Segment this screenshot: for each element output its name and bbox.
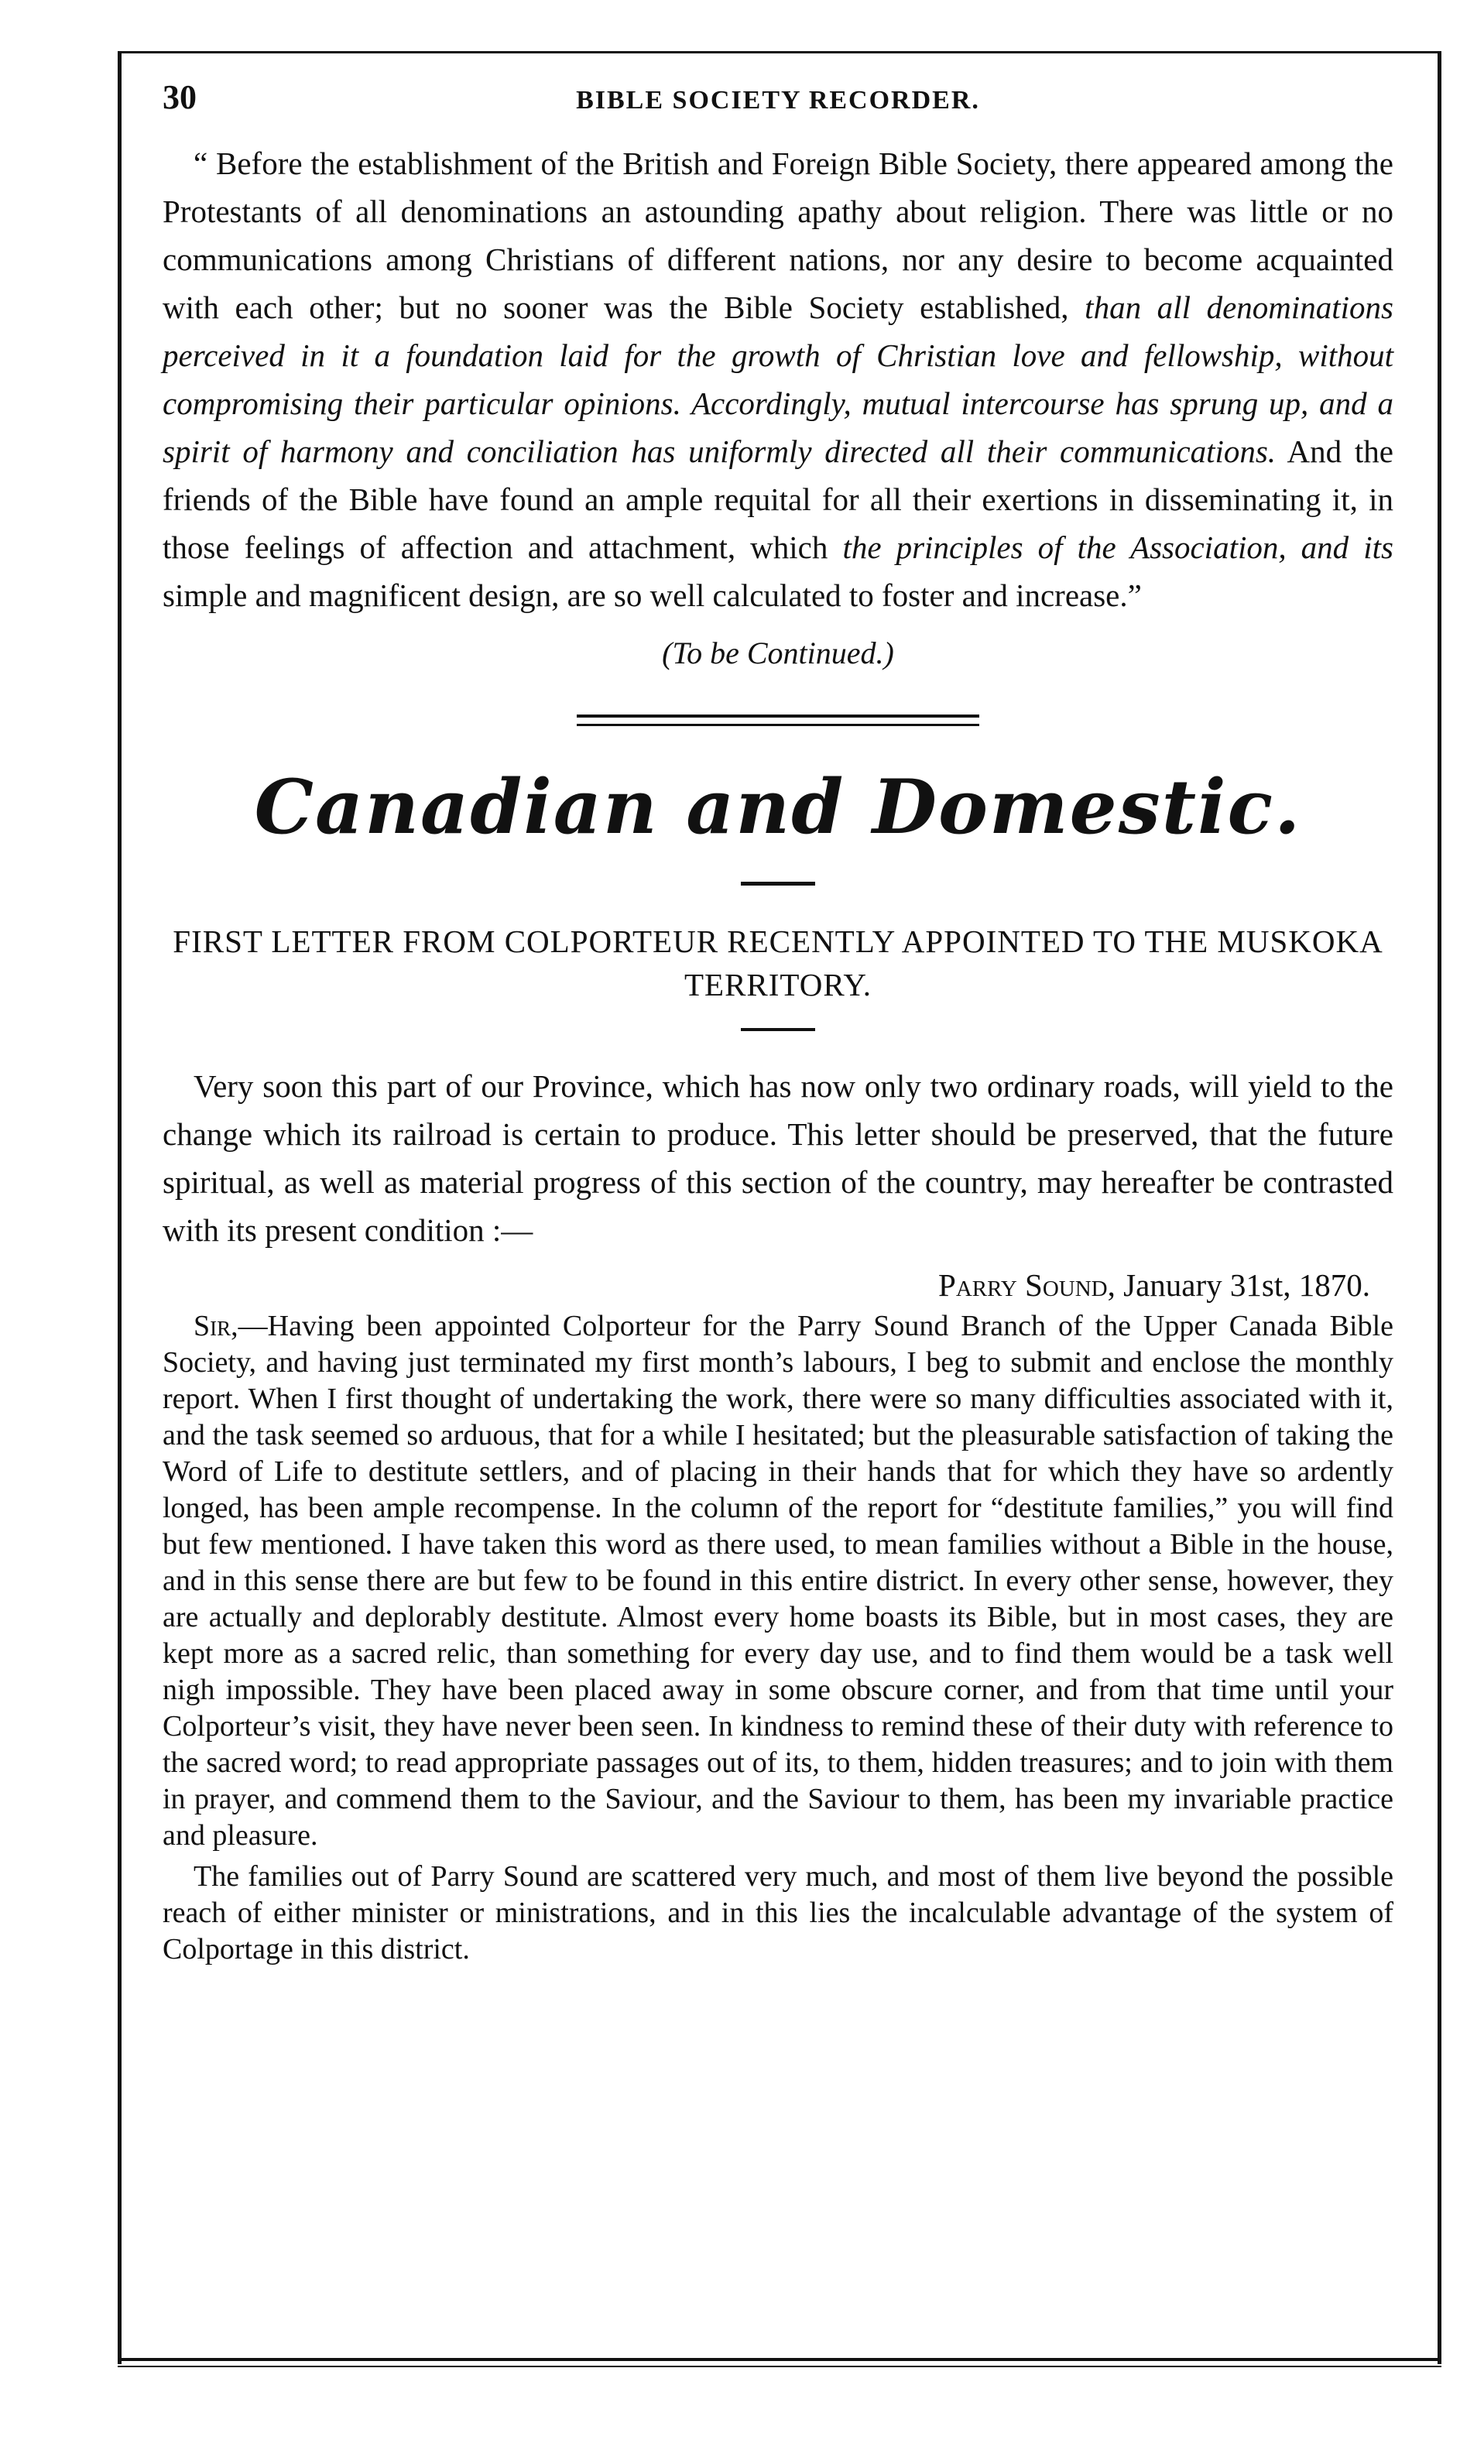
section-title: Canadian and Domestic. (254, 763, 1302, 851)
letter-dateline (163, 1266, 1370, 1304)
quote-italic-1: than all denominations perceived in it a foundation laid for the growth of Christian love and fellowship, without compromising their particular opinions. Accordingly, mutual intercourse has sprung up, and a spirit of harmony and conciliation has uniformly directed all their communications. (163, 290, 1394, 469)
double-rule-divider (577, 715, 979, 726)
to-be-continued: (To be Continued.) (662, 636, 894, 670)
quote-text-3: simple and magnificent design, are so well calculated to foster and increase.” (163, 577, 1142, 613)
short-rule-divider (741, 882, 815, 886)
article-headline: FIRST LETTER FROM COLPORTEUR RECENTLY APPOINTED TO THE MUSKOKA TERRITORY. (173, 924, 1383, 1002)
running-head (163, 77, 1393, 139)
page-number: 30 (163, 78, 197, 116)
quote-text-2: And the friends of the Bible have found an ample requital for all their exertions in disseminating it, in those feelings of affection and attachment, which (163, 434, 1394, 565)
quote-paragraph (163, 139, 1393, 619)
letter-paragraph-2: The families out of Parry Sound are scattered very much, and most of them live beyond the possible reach of either minister or ministrations, and in this lies the incalculable advantage of the system of Colportage in this district. (163, 1860, 1393, 1965)
quote-text-1: “ Before the establishment of the British and Foreign Bible Society, there appeared among the Protestants of all denominations an astounding apathy about religion. There was little or no communications among Christians of different nations, nor any desire to become acquainted with each other; but no sooner was the Bible Society established, (163, 146, 1393, 325)
letter-salutation: Sir (194, 1310, 231, 1342)
intro-paragraph: Very soon this part of our Province, which has now only two ordinary roads, will yield to the change which its railroad is certain to produce. This letter should be preserved, that the future spiritual, as well as material progress of this section of the country, may hereafter be contrasted with its present condition :— (163, 1068, 1393, 1248)
bottom-rule (118, 2358, 1441, 2361)
letter-body-1: ,—Having been appointed Colporteur for the Parry Sound Branch of the Upper Canada Bible Society, and having just terminated my first month’s labours, I beg to submit and enclose the monthly report. When I first thought of undertaking the work, there were so many difficulties associated with it, and the task seemed so arduous, that for a while I hesitated; but the pleasurable satisfaction of taking the Word of Life to destitute settlers, and of placing in their hands that for which they have so ardently longed, has been ample recompense. In the column of the report for “destitute families,” you will find but few mentioned. I have taken this word as there used, to mean families without a Bible in the house, and in this sense there are but few to be found in this entire district. In every other sense, however, they are actually and deplorably destitute. Almost every home boasts its Bible, but in most cases, they are kept more as a sacred relic, than something for every day use, and to find them would be a task well nigh impossible. They have been placed away in some obscure corner, and from that time until your Colporteur’s visit, they have never been seen. In kindness to remind these of their duty with reference to the sacred word; to read appropriate passages out of its, to them, hidden treasures; and to join with them in prayer, and commend them to the Saviour, and the Saviour to them, has been my invariable practice and pleasure. (163, 1310, 1393, 1852)
dateline-date: , January 31st, 1870. (1107, 1267, 1370, 1303)
running-title: BIBLE SOCIETY RECORDER. (576, 86, 980, 115)
letter-paragraph-1 (163, 1308, 1393, 1854)
dateline-place: Parry Sound (938, 1267, 1108, 1303)
bottom-rule-thin (118, 2366, 1441, 2367)
page-content (163, 77, 1393, 1968)
quote-italic-2: the principles of the Association, and its (842, 529, 1393, 565)
short-rule-divider-2 (741, 1028, 815, 1031)
